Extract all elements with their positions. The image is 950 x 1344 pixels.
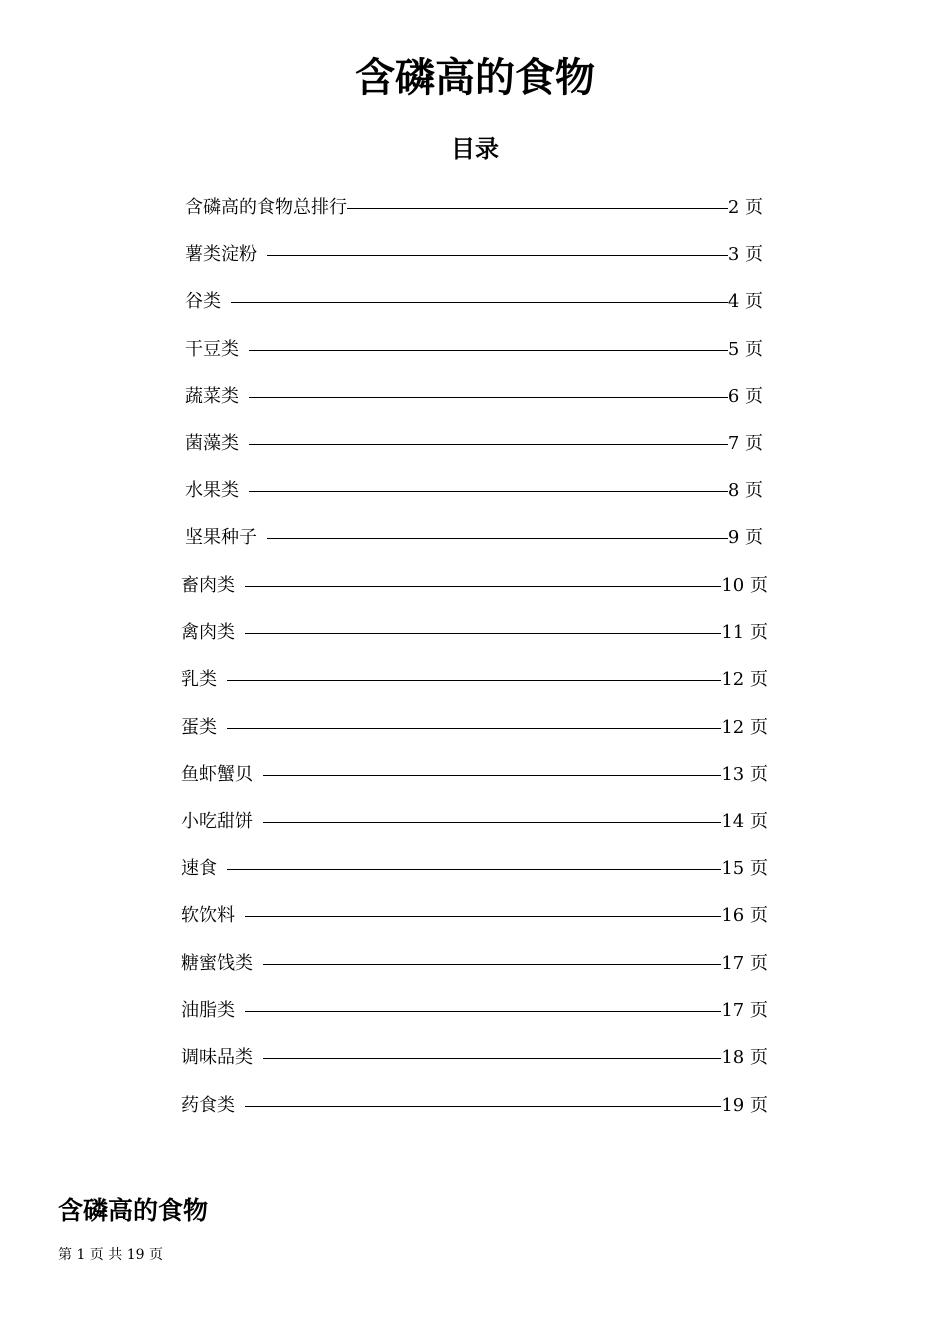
toc-leader — [227, 869, 721, 870]
toc-leader — [347, 208, 728, 209]
section-heading: 含磷高的食物 — [58, 1196, 209, 1225]
toc-entry[interactable] — [185, 431, 763, 457]
toc-entry-page: 5 页 — [727, 339, 763, 360]
toc-entry-label: 坚果种子 — [185, 527, 257, 548]
toc-leader — [231, 302, 728, 303]
toc-entry-page: 13 页 — [721, 764, 768, 785]
toc-entry-label: 薯类淀粉 — [185, 244, 257, 265]
toc-entry-label: 蛋类 — [181, 717, 217, 738]
toc-entry-label: 乳类 — [181, 669, 217, 690]
toc-entry-label: 调味品类 — [181, 1047, 253, 1068]
toc-leader — [227, 728, 721, 729]
toc-leader — [263, 775, 721, 776]
toc-entry-page: 7 页 — [727, 433, 763, 454]
toc-entry[interactable] — [185, 478, 763, 504]
toc-entry-label: 干豆类 — [185, 339, 239, 360]
toc-entry[interactable] — [181, 620, 768, 646]
toc-leader — [267, 255, 728, 256]
toc-entry[interactable] — [185, 289, 763, 315]
toc-entry-label: 药食类 — [181, 1095, 235, 1116]
toc-entry-label: 蔬菜类 — [185, 386, 239, 407]
toc-leader — [245, 586, 721, 587]
toc-entry-page: 3 页 — [727, 244, 763, 265]
toc-entry-page: 19 页 — [721, 1095, 768, 1116]
toc-entry-page: 17 页 — [721, 953, 768, 974]
toc-leader — [249, 397, 728, 398]
toc-entry[interactable] — [181, 667, 768, 693]
toc-entry-page: 10 页 — [721, 575, 768, 596]
toc-entry[interactable] — [185, 337, 763, 363]
toc-leader — [249, 350, 728, 351]
page-number-footer: 第 1 页 共 19 页 — [58, 1247, 163, 1263]
toc-entry-page: 18 页 — [721, 1047, 768, 1068]
toc-entry-label: 谷类 — [185, 291, 221, 312]
toc-entry-page: 4 页 — [727, 291, 763, 312]
toc-entry-label: 糖蜜饯类 — [181, 953, 253, 974]
toc-entry[interactable] — [185, 525, 763, 551]
toc-entry-label: 小吃甜饼 — [181, 811, 253, 832]
toc-entry[interactable] — [181, 715, 768, 741]
toc-entry[interactable] — [181, 951, 768, 977]
toc-leader — [249, 491, 728, 492]
toc-entry[interactable] — [181, 1093, 768, 1119]
toc-entry-page: 16 页 — [721, 905, 768, 926]
toc-entry[interactable] — [181, 856, 768, 882]
toc-entry-label: 畜肉类 — [181, 575, 235, 596]
toc-entry[interactable] — [185, 195, 763, 221]
toc-entry[interactable] — [181, 573, 768, 599]
toc-entry-page: 12 页 — [721, 717, 768, 738]
toc-entry-label: 菌藻类 — [185, 433, 239, 454]
toc-entry[interactable] — [181, 903, 768, 929]
toc-leader — [267, 538, 728, 539]
toc-leader — [245, 916, 721, 917]
toc-entry-label: 鱼虾蟹贝 — [181, 764, 253, 785]
toc-leader — [245, 633, 721, 634]
toc-leader — [245, 1106, 721, 1107]
toc-entry-page: 11 页 — [721, 622, 768, 643]
toc-leader — [227, 680, 721, 681]
toc-entry-label: 水果类 — [185, 480, 239, 501]
toc-entry[interactable] — [185, 384, 763, 410]
toc-entry-page: 9 页 — [727, 527, 763, 548]
toc-entry[interactable] — [185, 242, 763, 268]
toc-leader — [263, 1058, 721, 1059]
toc-entry-label: 禽肉类 — [181, 622, 235, 643]
toc-entry-page: 6 页 — [727, 386, 763, 407]
toc-entry-page: 15 页 — [721, 858, 768, 879]
toc-entry[interactable] — [181, 1045, 768, 1071]
toc-leader — [263, 822, 721, 823]
toc-entry-label: 含磷高的食物总排行 — [185, 197, 347, 218]
toc-entry-page: 14 页 — [721, 811, 768, 832]
toc-entry-page: 17 页 — [721, 1000, 768, 1021]
toc-leader — [245, 1011, 721, 1012]
toc-leader — [263, 964, 721, 965]
toc-heading: 目录 — [451, 135, 499, 163]
toc-entry[interactable] — [181, 762, 768, 788]
toc-entry-page: 8 页 — [727, 480, 763, 501]
toc-entry-page: 12 页 — [721, 669, 768, 690]
toc-entry-label: 速食 — [181, 858, 217, 879]
toc-entry-page: 2 页 — [727, 197, 763, 218]
toc-entry-label: 软饮料 — [181, 905, 235, 926]
toc-entry-label: 油脂类 — [181, 1000, 235, 1021]
toc-entry[interactable] — [181, 998, 768, 1024]
toc-entry[interactable] — [181, 809, 768, 835]
document-title: 含磷高的食物 — [355, 55, 595, 101]
toc-leader — [249, 444, 728, 445]
